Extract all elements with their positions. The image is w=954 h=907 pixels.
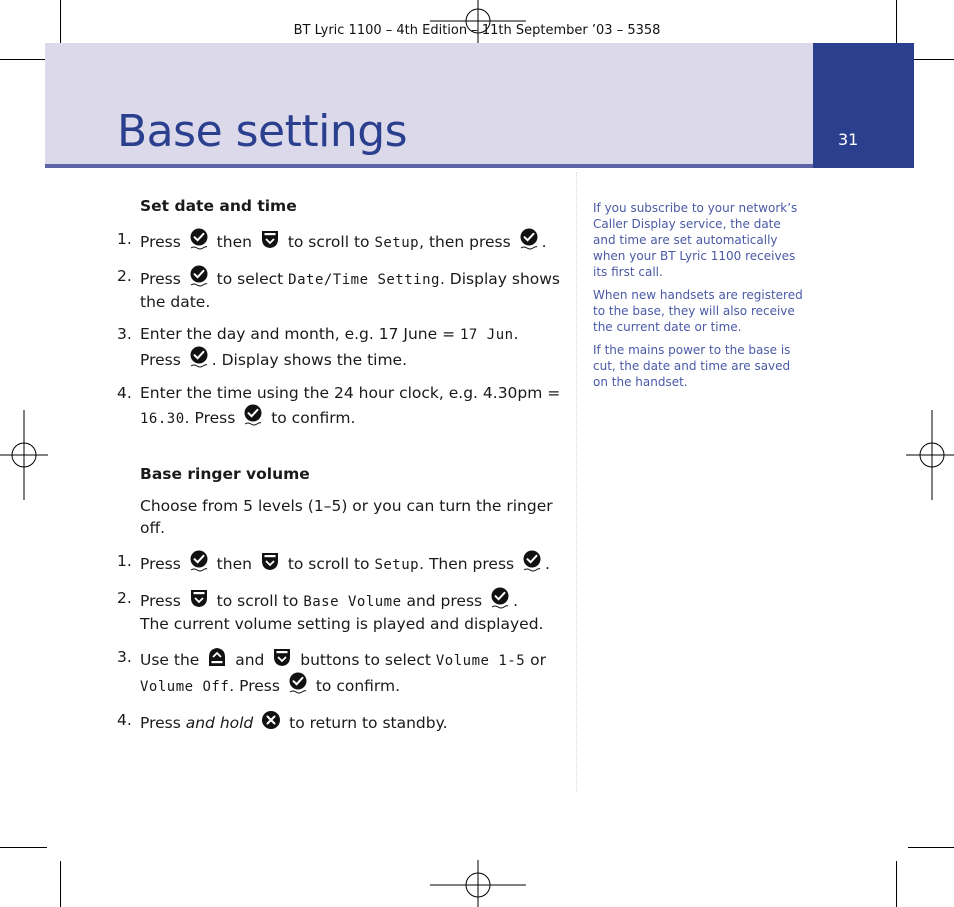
ok-menu-icon xyxy=(242,404,264,426)
page-title: Base settings xyxy=(117,106,408,157)
ok-menu-icon xyxy=(188,265,210,287)
list-item: 3. Enter the day and month, e.g. 17 June = 17 Jun. Press . Display shows the time. xyxy=(117,325,519,369)
sidebar-notes xyxy=(593,200,803,397)
ok-menu-icon xyxy=(188,346,210,368)
registration-mark-icon xyxy=(906,410,954,500)
display-text: Volume Off xyxy=(140,679,230,695)
registration-mark-icon xyxy=(430,860,526,907)
main-column xyxy=(117,195,567,734)
sidebar-note: If the mains power to the base is cut, the date and time are saved on the handset. xyxy=(593,343,791,389)
calls-down-icon xyxy=(259,550,281,572)
section-heading: Set date and time xyxy=(140,197,297,215)
page-number: 31 xyxy=(838,130,859,149)
crop-mark xyxy=(0,59,47,60)
calls-down-icon xyxy=(259,228,281,250)
ok-menu-icon xyxy=(188,550,210,572)
display-text: Base Volume xyxy=(303,594,402,610)
ok-menu-icon xyxy=(518,228,540,250)
page-tab xyxy=(813,43,914,168)
ok-menu-icon xyxy=(287,672,309,694)
crop-mark xyxy=(60,861,61,907)
end-call-icon xyxy=(260,709,282,731)
section-heading: Base ringer volume xyxy=(140,465,310,483)
ok-menu-icon xyxy=(521,550,543,572)
list-item: 2. Press to select Date/Time Setting. Display shows the date. xyxy=(117,267,561,311)
list-item: 3. Use the and buttons to select Volume 1-5 or Volume Off. Press to confirm. xyxy=(117,648,546,695)
calls-down-icon xyxy=(271,646,293,668)
list-item: 1. Press then to scroll to Setup. Then press . xyxy=(117,552,550,573)
display-text: 16.30 xyxy=(140,411,185,427)
ok-menu-icon xyxy=(188,228,210,250)
display-text: Setup xyxy=(374,557,420,573)
display-text: 17 Jun xyxy=(460,327,514,343)
sidebar-note: When new handsets are registered to the base, they will also receive the current date or time. xyxy=(593,288,803,334)
section-intro: Choose from 5 levels (1–5) or you can turn the ringer off. xyxy=(140,497,553,537)
title-rule xyxy=(45,164,813,168)
crop-mark xyxy=(908,59,954,60)
list-item: 4. Press and hold to return to standby. xyxy=(117,711,448,732)
display-text: Setup xyxy=(374,235,420,251)
display-text: Date/Time Setting xyxy=(288,272,440,288)
list-item: 4. Enter the time using the 24 hour clock, e.g. 4.30pm = 16.30. Press to confirm. xyxy=(117,384,561,427)
ok-menu-icon xyxy=(489,587,511,609)
display-text: Volume 1-5 xyxy=(435,653,526,669)
calls-down-icon xyxy=(188,587,210,609)
crop-mark xyxy=(896,861,897,907)
column-divider xyxy=(576,172,577,792)
sidebar-note: If you subscribe to your network’s Caller Display service, the date and time are set automatically when your BT Lyric 1100 receives its first call. xyxy=(593,201,798,279)
crop-mark xyxy=(908,847,954,848)
list-item: 2. Press to scroll to Base Volume and press . The current volume setting is played and displayed. xyxy=(117,589,544,633)
redial-up-icon xyxy=(206,646,228,668)
list-item: 1. Press then to scroll to Setup, then press . xyxy=(117,230,547,251)
registration-mark-icon xyxy=(0,410,48,500)
print-slug: BT Lyric 1100 – 4th Edition – 11th September ’03 – 5358 xyxy=(293,23,661,38)
crop-mark xyxy=(0,847,47,848)
